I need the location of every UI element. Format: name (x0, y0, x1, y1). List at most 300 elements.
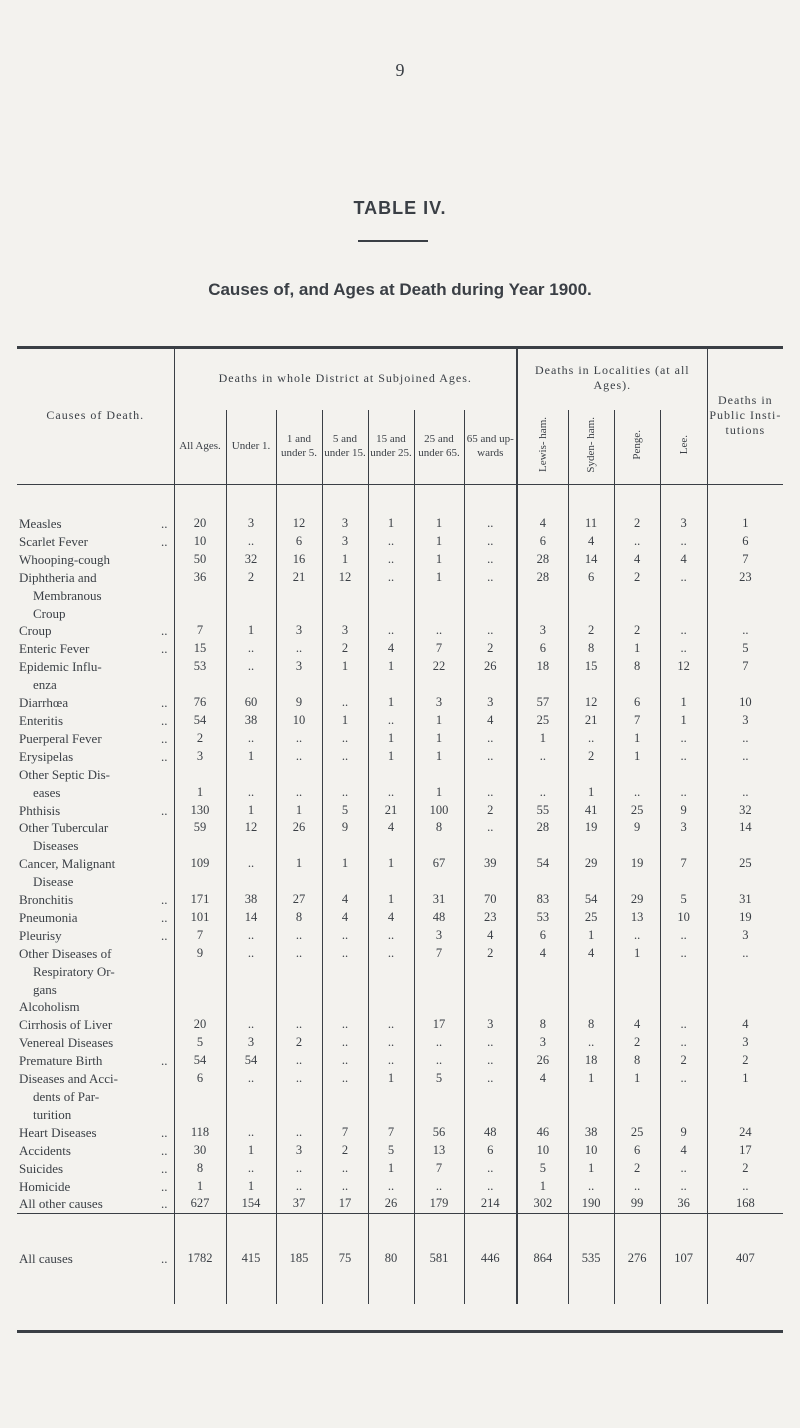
value-cell (517, 1088, 568, 1106)
table-row (17, 569, 783, 587)
cause-cell (17, 640, 174, 658)
table-row (17, 658, 783, 676)
value-cell: 7 (174, 622, 226, 640)
value-cell (707, 837, 783, 855)
value-cell: 6 (614, 694, 660, 712)
value-cell: .. (707, 1178, 783, 1196)
value-cell: 53 (517, 909, 568, 927)
value-cell: .. (707, 784, 783, 802)
value-cell: 17 (707, 1142, 783, 1160)
table-row (17, 712, 783, 730)
cause-label: Diseases (33, 838, 79, 854)
value-cell: 12 (276, 515, 322, 533)
value-cell: 4 (614, 1016, 660, 1034)
value-cell: 3 (276, 658, 322, 676)
value-cell: 1 (614, 1070, 660, 1088)
value-cell: .. (322, 1016, 368, 1034)
value-cell: .. (464, 1178, 517, 1196)
value-cell: .. (660, 533, 707, 551)
value-cell: 10 (707, 694, 783, 712)
value-cell (517, 873, 568, 891)
value-cell (707, 981, 783, 999)
value-cell: 1 (707, 515, 783, 533)
value-cell: 25 (614, 1124, 660, 1142)
value-cell: 36 (174, 569, 226, 587)
leader-dots: .. (161, 695, 168, 711)
value-cell: 2 (226, 569, 276, 587)
value-cell (517, 605, 568, 623)
header-district-group: Deaths in whole District at Subjoined Ages. (174, 346, 517, 410)
value-cell: 5 (174, 1034, 226, 1052)
value-cell: 1 (368, 1160, 414, 1178)
value-cell (368, 981, 414, 999)
value-cell: .. (322, 694, 368, 712)
value-cell: 15 (568, 658, 614, 676)
value-cell: 38 (226, 712, 276, 730)
value-cell: 2 (614, 622, 660, 640)
value-cell: 2 (707, 1160, 783, 1178)
leader-dots: .. (161, 748, 168, 764)
table-title: TABLE IV. (353, 198, 447, 218)
value-cell: 171 (174, 891, 226, 909)
value-cell: 2 (276, 1034, 322, 1052)
value-cell: .. (322, 1052, 368, 1070)
value-cell: 39 (464, 855, 517, 873)
value-cell: .. (322, 945, 368, 963)
col-penge: Penge. (631, 429, 644, 460)
value-cell (414, 981, 464, 999)
total-5-under-15: 75 (322, 1214, 368, 1305)
value-cell: 1 (614, 730, 660, 748)
value-cell: 7 (707, 551, 783, 569)
leader-dots: .. (161, 712, 168, 728)
value-cell (517, 837, 568, 855)
value-cell: 36 (660, 1195, 707, 1213)
value-cell: .. (517, 784, 568, 802)
value-cell: 1 (614, 748, 660, 766)
table-row (17, 730, 783, 748)
value-cell: 6 (568, 569, 614, 587)
value-cell (517, 963, 568, 981)
value-cell: 28 (517, 819, 568, 837)
value-cell: 4 (368, 819, 414, 837)
table-row (17, 515, 783, 533)
value-cell: 50 (174, 551, 226, 569)
cause-label: Diphtheria and (19, 569, 97, 585)
value-cell: 2 (614, 1034, 660, 1052)
table-row (17, 1195, 783, 1213)
leader-dots: .. (161, 1053, 168, 1069)
cause-label: Croup (33, 605, 66, 621)
table-row (17, 927, 783, 945)
value-cell: .. (568, 1178, 614, 1196)
value-cell (707, 963, 783, 981)
cause-label: Enteritis (19, 712, 64, 728)
value-cell: .. (464, 1034, 517, 1052)
value-cell (226, 873, 276, 891)
value-cell: .. (226, 1016, 276, 1034)
value-cell: 5 (707, 640, 783, 658)
cause-label: eases (33, 784, 61, 800)
value-cell: 1 (368, 855, 414, 873)
col-lewisham: Lewis- ham. (536, 417, 549, 473)
value-cell (174, 766, 226, 784)
value-cell: 109 (174, 855, 226, 873)
value-cell: 5 (517, 1160, 568, 1178)
cause-label: Other Septic Dis- (19, 766, 110, 782)
value-cell: 16 (276, 551, 322, 569)
value-cell (322, 998, 368, 1016)
table-row (17, 819, 783, 837)
value-cell (464, 605, 517, 623)
value-cell: 9 (174, 945, 226, 963)
header-localities-group: Deaths in Localities (at all Ages). (517, 346, 707, 410)
header-public-institutions: Deaths in Public Insti- tutions (707, 346, 783, 485)
table-row (17, 622, 783, 640)
total-all-ages: 1782 (174, 1214, 226, 1305)
cause-label: Scarlet Fever (19, 533, 88, 549)
cause-cell (17, 981, 174, 999)
value-cell: 5 (322, 802, 368, 820)
value-cell (276, 676, 322, 694)
value-cell (368, 766, 414, 784)
value-cell: .. (660, 1016, 707, 1034)
value-cell: 1 (568, 784, 614, 802)
value-cell: .. (368, 927, 414, 945)
value-cell: .. (464, 622, 517, 640)
value-cell (368, 605, 414, 623)
value-cell: .. (226, 927, 276, 945)
value-cell: 7 (414, 640, 464, 658)
value-cell: .. (614, 533, 660, 551)
total-institutions: 407 (707, 1214, 783, 1305)
value-cell (660, 981, 707, 999)
value-cell: 23 (707, 569, 783, 587)
value-cell (464, 676, 517, 694)
value-cell: 54 (568, 891, 614, 909)
value-cell (464, 981, 517, 999)
value-cell: .. (660, 622, 707, 640)
value-cell (707, 766, 783, 784)
leader-dots: .. (161, 892, 168, 908)
value-cell: 7 (614, 712, 660, 730)
value-cell (276, 605, 322, 623)
value-cell: 26 (464, 658, 517, 676)
value-cell: 190 (568, 1195, 614, 1213)
value-cell: 25 (614, 802, 660, 820)
value-cell: .. (660, 1160, 707, 1178)
leader-dots: .. (161, 909, 168, 925)
value-cell (322, 981, 368, 999)
value-cell: 99 (614, 1195, 660, 1213)
value-cell: 21 (568, 712, 614, 730)
total-penge: 276 (614, 1214, 660, 1305)
value-cell: 54 (174, 712, 226, 730)
cause-cell (17, 622, 174, 640)
leader-dots: .. (161, 802, 168, 818)
value-cell (660, 587, 707, 605)
value-cell: .. (322, 1070, 368, 1088)
value-cell: 1 (568, 927, 614, 945)
value-cell (707, 1088, 783, 1106)
value-cell (568, 963, 614, 981)
cause-cell (17, 1142, 174, 1160)
value-cell: 46 (517, 1124, 568, 1142)
value-cell: 3 (660, 515, 707, 533)
value-cell: 1 (414, 712, 464, 730)
value-cell (226, 766, 276, 784)
value-cell: 2 (614, 515, 660, 533)
col-25-under-65: 25 and under 65. (414, 410, 464, 485)
value-cell (707, 998, 783, 1016)
cause-cell (17, 784, 174, 802)
value-cell: 8 (414, 819, 464, 837)
leader-dots: .. (161, 1178, 168, 1194)
value-cell: 28 (517, 551, 568, 569)
value-cell: 18 (568, 1052, 614, 1070)
value-cell (517, 766, 568, 784)
value-cell (614, 766, 660, 784)
value-cell: 8 (614, 1052, 660, 1070)
value-cell: 29 (568, 855, 614, 873)
value-cell (226, 963, 276, 981)
value-cell: .. (464, 533, 517, 551)
value-cell: .. (322, 927, 368, 945)
totals-label (17, 1214, 174, 1305)
value-cell: 10 (568, 1142, 614, 1160)
value-cell: 1 (517, 1178, 568, 1196)
table-row (17, 1124, 783, 1142)
value-cell: 4 (517, 515, 568, 533)
value-cell (276, 998, 322, 1016)
leader-dots: .. (161, 1142, 168, 1158)
value-cell: 1 (368, 1070, 414, 1088)
leader-dots: .. (161, 641, 168, 657)
value-cell: 6 (464, 1142, 517, 1160)
cause-label: dents of Par- (33, 1089, 100, 1104)
value-cell (226, 1106, 276, 1124)
cause-cell (17, 515, 174, 533)
value-cell: 179 (414, 1195, 464, 1213)
value-cell: 26 (368, 1195, 414, 1213)
value-cell: .. (517, 748, 568, 766)
totals-row (17, 1214, 783, 1305)
value-cell: 17 (414, 1016, 464, 1034)
table-row (17, 551, 783, 569)
cause-label: gans (33, 981, 57, 997)
value-cell: .. (276, 1160, 322, 1178)
value-cell: 1 (276, 855, 322, 873)
value-cell (464, 873, 517, 891)
total-sydenham: 535 (568, 1214, 614, 1305)
value-cell: .. (368, 622, 414, 640)
value-cell: .. (276, 730, 322, 748)
table-row (17, 909, 783, 927)
value-cell: .. (464, 515, 517, 533)
value-cell: 1 (368, 694, 414, 712)
value-cell: 19 (614, 855, 660, 873)
value-cell: 1 (322, 855, 368, 873)
value-cell (517, 981, 568, 999)
value-cell: 1 (414, 515, 464, 533)
value-cell: 5 (414, 1070, 464, 1088)
leader-dots: .. (161, 730, 168, 746)
value-cell: 1 (322, 712, 368, 730)
table-row (17, 1052, 783, 1070)
leader-dots: .. (161, 533, 168, 549)
value-cell: 2 (464, 802, 517, 820)
value-cell: 1 (707, 1070, 783, 1088)
cause-cell (17, 748, 174, 766)
value-cell: 4 (464, 712, 517, 730)
value-cell (322, 873, 368, 891)
cause-cell (17, 1178, 174, 1196)
cause-cell (17, 676, 174, 694)
value-cell: 7 (414, 945, 464, 963)
col-15-under-25: 15 and under 25. (368, 410, 414, 485)
value-cell: 4 (660, 551, 707, 569)
value-cell: 3 (174, 748, 226, 766)
value-cell: 2 (614, 569, 660, 587)
value-cell (174, 587, 226, 605)
cause-label: Erysipelas (19, 748, 74, 764)
table-row (17, 873, 783, 891)
value-cell: 9 (660, 1124, 707, 1142)
value-cell: 37 (276, 1195, 322, 1213)
value-cell: 1 (174, 1178, 226, 1196)
value-cell: 1 (517, 730, 568, 748)
cause-label: Measles (19, 516, 62, 531)
value-cell (464, 766, 517, 784)
value-cell (464, 1088, 517, 1106)
value-cell: 6 (276, 533, 322, 551)
value-cell: 1 (276, 802, 322, 820)
value-cell (568, 837, 614, 855)
value-cell: 4 (568, 533, 614, 551)
value-cell: 12 (322, 569, 368, 587)
value-cell (614, 837, 660, 855)
value-cell: 130 (174, 802, 226, 820)
value-cell: 4 (517, 1070, 568, 1088)
cause-cell (17, 1124, 174, 1142)
value-cell: 6 (517, 927, 568, 945)
value-cell: 14 (226, 909, 276, 927)
cause-cell (17, 1088, 174, 1106)
total-65-upwards: 446 (464, 1214, 517, 1305)
cause-label: Venereal Diseases (19, 1035, 114, 1051)
value-cell: .. (707, 748, 783, 766)
total-1-under-5: 185 (276, 1214, 322, 1305)
value-cell (464, 998, 517, 1016)
value-cell: .. (368, 1016, 414, 1034)
value-cell: .. (660, 730, 707, 748)
value-cell: 25 (568, 909, 614, 927)
value-cell: 2 (568, 622, 614, 640)
cause-label: Heart Diseases (19, 1124, 97, 1140)
total-lewisham: 864 (517, 1214, 568, 1305)
value-cell (322, 837, 368, 855)
value-cell: .. (322, 748, 368, 766)
value-cell: .. (660, 927, 707, 945)
value-cell: 1 (414, 784, 464, 802)
value-cell (368, 998, 414, 1016)
value-cell: .. (660, 945, 707, 963)
cause-label: Diseases and Acci- (19, 1071, 118, 1087)
value-cell (464, 1106, 517, 1124)
value-cell: 83 (517, 891, 568, 909)
value-cell: .. (226, 1160, 276, 1178)
value-cell: 8 (174, 1160, 226, 1178)
cause-cell (17, 963, 174, 981)
cause-label: Enteric Fever (19, 641, 90, 657)
value-cell (614, 1106, 660, 1124)
value-cell (707, 676, 783, 694)
value-cell (568, 981, 614, 999)
value-cell: 4 (707, 1016, 783, 1034)
mortality-table (17, 346, 783, 1304)
value-cell: 54 (174, 1052, 226, 1070)
value-cell (464, 963, 517, 981)
value-cell (660, 963, 707, 981)
value-cell: 29 (614, 891, 660, 909)
value-cell: .. (226, 658, 276, 676)
value-cell: .. (226, 1124, 276, 1142)
value-cell: 4 (368, 640, 414, 658)
value-cell: 1 (568, 1070, 614, 1088)
value-cell: 1 (322, 551, 368, 569)
table-row (17, 963, 783, 981)
value-cell: 8 (276, 909, 322, 927)
value-cell: 1 (226, 1178, 276, 1196)
value-cell: 4 (322, 891, 368, 909)
value-cell (276, 963, 322, 981)
value-cell: 4 (660, 1142, 707, 1160)
value-cell: 12 (568, 694, 614, 712)
table-row (17, 587, 783, 605)
col-lee: Lee. (677, 435, 690, 455)
value-cell: 1 (660, 694, 707, 712)
value-cell: .. (276, 1178, 322, 1196)
value-cell: 3 (276, 1142, 322, 1160)
value-cell (614, 981, 660, 999)
cause-cell (17, 1034, 174, 1052)
value-cell (174, 981, 226, 999)
value-cell: .. (568, 1034, 614, 1052)
value-cell: .. (368, 945, 414, 963)
page-number: 9 (395, 60, 405, 80)
value-cell: 31 (707, 891, 783, 909)
value-cell: .. (660, 1178, 707, 1196)
value-cell (568, 605, 614, 623)
value-cell: .. (464, 569, 517, 587)
value-cell: 3 (464, 1016, 517, 1034)
value-cell: 17 (322, 1195, 368, 1213)
value-cell: 10 (660, 909, 707, 927)
value-cell (414, 605, 464, 623)
value-cell (276, 1088, 322, 1106)
table-row (17, 945, 783, 963)
leader-dots: .. (161, 1160, 168, 1176)
value-cell: 7 (707, 658, 783, 676)
value-cell: .. (707, 622, 783, 640)
value-cell: 12 (226, 819, 276, 837)
cause-label: Membranous (33, 587, 102, 603)
value-cell: 21 (368, 802, 414, 820)
value-cell: 1 (414, 730, 464, 748)
value-cell (707, 605, 783, 623)
value-cell: 9 (322, 819, 368, 837)
cause-cell (17, 1016, 174, 1034)
